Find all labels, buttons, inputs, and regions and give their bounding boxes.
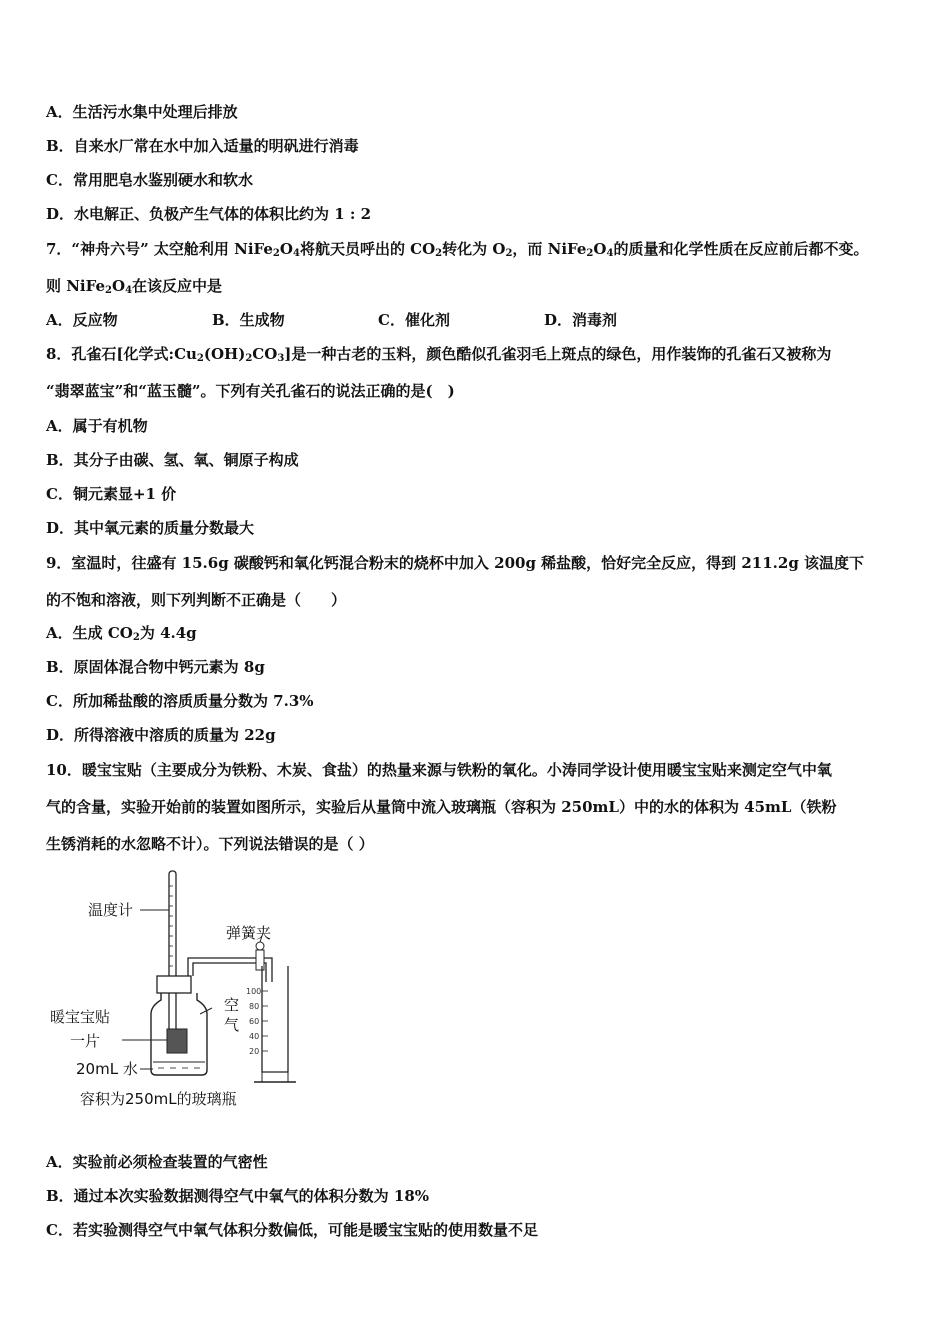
thermometer [169, 871, 176, 1051]
q10-stem-line3: 生锈消耗的水忽略不计）。下列说法错误的是（ ） [46, 835, 374, 853]
q7-options [46, 310, 617, 330]
q7-option-b: B．生成物 [212, 311, 285, 329]
q6-option-a: A．生活污水集中处理后排放 [46, 103, 238, 121]
q9-stem-line2: 的不饱和溶液，则下列判断不正确是（ ） [46, 591, 347, 609]
q10-stem-line2: 气的含量，实验开始前的装置如图所示，实验后从量筒中流入玻璃瓶（容积为 250mL）中的水的体积为 45mL（铁粉 [46, 798, 837, 816]
air-label-1: 空 [224, 996, 240, 1014]
q6-option-d: D．水电解正、负极产生气体的体积比约为 1 : 2 [46, 205, 372, 223]
q8-stem-line2: “翡翠蓝宝”和“蓝玉髓”。下列有关孔雀石的说法正确的是( ) [46, 382, 455, 400]
cylinder-tick-100: 100 [246, 987, 262, 996]
q10-option-b: B．通过本次实验数据测得空气中氧气的体积分数为 18% [46, 1187, 430, 1205]
q7-option-a: A．反应物 [46, 311, 118, 329]
q9-option-d: D．所得溶液中溶质的质量为 22g [46, 726, 276, 744]
heater-label-1: 暖宝宝贴 [50, 1008, 111, 1026]
q7-option-c: C．催化剂 [378, 311, 450, 329]
q10-option-a: A．实验前必须检查装置的气密性 [46, 1153, 268, 1171]
q7-stem-line2: 则 $NiFe_2O_4$在该反应中是 [46, 277, 223, 296]
q8-option-d: D．其中氧元素的质量分数最大 [46, 519, 255, 537]
cylinder-tick-80: 80 [249, 1002, 260, 1011]
heater-label-2: 一片 [70, 1032, 101, 1050]
q8-option-c: C．铜元素显+1 价 [46, 485, 177, 503]
q9-stem-line1: 9．室温时，往盛有 15.6g 碳酸钙和氧化钙混合粉末的烧杯中加入 200g 稀盐酸，恰好完全反应，得到 211.2g 该温度下 [46, 554, 865, 572]
q8-option-b: B．其分子由碳、氢、氧、铜原子构成 [46, 451, 299, 469]
clamp-label: 弹簧夹 [226, 924, 272, 942]
q6-option-c: C．常用肥皂水鉴别硬水和软水 [46, 171, 253, 189]
cylinder-tick-60: 60 [249, 1017, 260, 1026]
q7-option-d: D．消毒剂 [544, 311, 618, 329]
q8-stem-line1: 8．孔雀石[化学式$:Cu_2(OH)_2CO_3$]是一种古老的玉料，颜色酷似孔雀羽毛上斑点的绿色，用作装饰的孔雀石又被称为 [46, 345, 832, 364]
cylinder-scale [262, 991, 268, 1051]
q10-stem-line1: 10．暖宝宝贴（主要成分为铁粉、木炭、食盐）的热量来源与铁粉的氧化。小涛同学设计使用暖宝宝贴来测定空气中氧 [46, 761, 832, 779]
q7-stem-line1: 7．“神舟六号” 太空舱利用 $NiFe_2O_4$将航天员呼出的 $CO_2$转化为 $O_2$，而 $NiFe_2O_4$的质量和化学性质在反应前后都不变。 [46, 240, 869, 259]
air-label-2: 气 [224, 1016, 240, 1034]
water-label: 20mL 水 [76, 1060, 138, 1078]
q9-option-b: B．原固体混合物中钙元素为 8g [46, 658, 265, 676]
q8-option-a: A．属于有机物 [46, 417, 148, 435]
cylinder-tick-20: 20 [249, 1047, 260, 1056]
thermometer-label: 温度计 [88, 901, 134, 919]
q10-option-c: C．若实验测得空气中氧气体积分数偏低，可能是暖宝宝贴的使用数量不足 [46, 1221, 538, 1239]
bottle-label: 容积为250mL的玻璃瓶 [80, 1090, 237, 1108]
bottle-stopper [157, 976, 191, 993]
q6-option-b: B．自来水厂常在水中加入适量的明矾进行消毒 [46, 137, 359, 155]
spring-clamp [256, 942, 264, 970]
apparatus-diagram [40, 866, 330, 1116]
hand-warmer-pad [167, 1029, 187, 1053]
q9-option-c: C．所加稀盐酸的溶质质量分数为 7.3% [46, 692, 314, 710]
q9-option-a: A．生成 $CO_2$为 4.4g [46, 624, 197, 643]
cylinder-tick-40: 40 [249, 1032, 260, 1041]
